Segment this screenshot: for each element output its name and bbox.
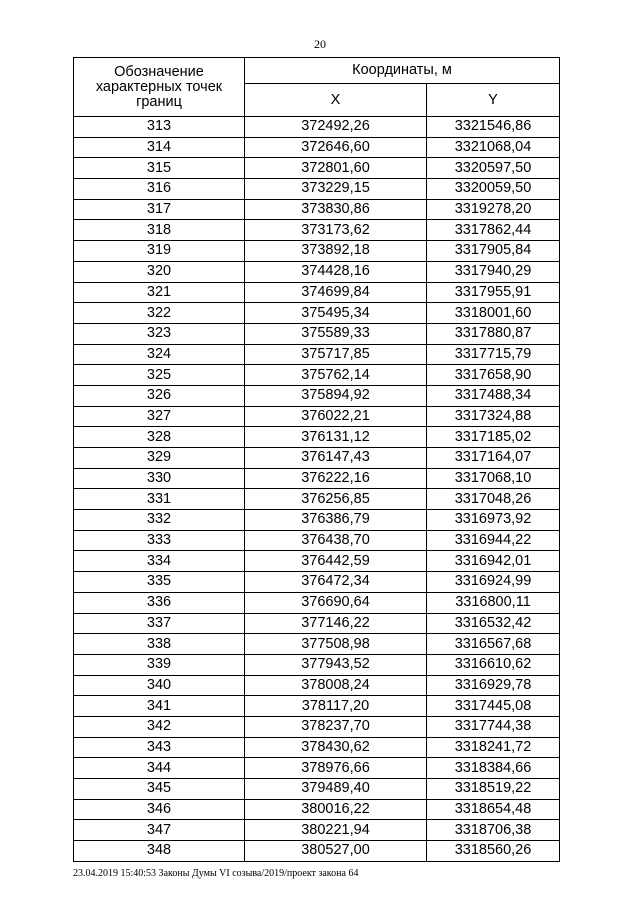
- table-row: [74, 510, 560, 531]
- table-row: [74, 365, 560, 386]
- table-row: [74, 841, 560, 862]
- y-coordinate-cell: 3317488,34: [427, 385, 560, 406]
- table-row: [74, 820, 560, 841]
- x-coordinate-cell: 378117,20: [245, 696, 427, 717]
- y-coordinate-cell: 3318519,22: [427, 779, 560, 800]
- y-coordinate-cell: 3317744,38: [427, 716, 560, 737]
- table-row: [74, 716, 560, 737]
- table-row: [74, 551, 560, 572]
- y-coordinate-cell: 3318560,26: [427, 841, 560, 862]
- y-coordinate-cell: 3316532,42: [427, 613, 560, 634]
- table-row: [74, 530, 560, 551]
- point-number-cell: 337: [74, 613, 245, 634]
- point-number-cell: 338: [74, 634, 245, 655]
- y-coordinate-cell: 3317658,90: [427, 365, 560, 386]
- point-number-cell: 313: [74, 117, 245, 138]
- y-coordinate-cell: 3318001,60: [427, 303, 560, 324]
- table-row: [74, 779, 560, 800]
- x-coordinate-cell: 376438,70: [245, 530, 427, 551]
- header-point-designation: Обозначение характерных точек границ: [74, 58, 245, 117]
- y-coordinate-cell: 3317164,07: [427, 448, 560, 469]
- point-number-cell: 331: [74, 489, 245, 510]
- x-coordinate-cell: 375589,33: [245, 323, 427, 344]
- x-coordinate-cell: 378976,66: [245, 758, 427, 779]
- y-coordinate-cell: 3316924,99: [427, 572, 560, 593]
- y-coordinate-cell: 3317940,29: [427, 261, 560, 282]
- x-coordinate-cell: 378237,70: [245, 716, 427, 737]
- y-coordinate-cell: 3317445,08: [427, 696, 560, 717]
- point-number-cell: 319: [74, 241, 245, 262]
- x-coordinate-cell: 376472,34: [245, 572, 427, 593]
- x-coordinate-cell: 380527,00: [245, 841, 427, 862]
- table-row: [74, 303, 560, 324]
- table-row: [74, 261, 560, 282]
- y-coordinate-cell: 3317715,79: [427, 344, 560, 365]
- y-coordinate-cell: 3321068,04: [427, 137, 560, 158]
- table-row: [74, 406, 560, 427]
- point-number-cell: 318: [74, 220, 245, 241]
- x-coordinate-cell: 378008,24: [245, 675, 427, 696]
- y-coordinate-cell: 3317324,88: [427, 406, 560, 427]
- x-coordinate-cell: 373229,15: [245, 179, 427, 200]
- table-row: [74, 427, 560, 448]
- y-coordinate-cell: 3317048,26: [427, 489, 560, 510]
- table-row: [74, 220, 560, 241]
- y-coordinate-cell: 3321546,86: [427, 117, 560, 138]
- x-coordinate-cell: 378430,62: [245, 737, 427, 758]
- x-coordinate-cell: 372801,60: [245, 158, 427, 179]
- x-coordinate-cell: 377508,98: [245, 634, 427, 655]
- y-coordinate-cell: 3320059,50: [427, 179, 560, 200]
- x-coordinate-cell: 376386,79: [245, 510, 427, 531]
- page-number: 20: [314, 37, 326, 51]
- point-number-cell: 317: [74, 199, 245, 220]
- point-number-cell: 344: [74, 758, 245, 779]
- table-row: [74, 737, 560, 758]
- table-row: [74, 634, 560, 655]
- x-coordinate-cell: 374428,16: [245, 261, 427, 282]
- x-coordinate-cell: 376147,43: [245, 448, 427, 469]
- point-number-cell: 343: [74, 737, 245, 758]
- y-coordinate-cell: 3316567,68: [427, 634, 560, 655]
- table-row: [74, 241, 560, 262]
- y-coordinate-cell: 3318384,66: [427, 758, 560, 779]
- y-coordinate-cell: 3316973,92: [427, 510, 560, 531]
- header-x: X: [245, 84, 427, 117]
- point-number-cell: 339: [74, 654, 245, 675]
- table-row: [74, 385, 560, 406]
- y-coordinate-cell: 3317862,44: [427, 220, 560, 241]
- x-coordinate-cell: 375762,14: [245, 365, 427, 386]
- x-coordinate-cell: 373892,18: [245, 241, 427, 262]
- point-number-cell: 322: [74, 303, 245, 324]
- header-coordinates: Координаты, м: [245, 58, 560, 84]
- x-coordinate-cell: 372492,26: [245, 117, 427, 138]
- y-coordinate-cell: 3318654,48: [427, 799, 560, 820]
- table-row: [74, 592, 560, 613]
- point-number-cell: 340: [74, 675, 245, 696]
- table-row: [74, 799, 560, 820]
- x-coordinate-cell: 376690,64: [245, 592, 427, 613]
- x-coordinate-cell: 375894,92: [245, 385, 427, 406]
- table-row: [74, 572, 560, 593]
- y-coordinate-cell: 3318706,38: [427, 820, 560, 841]
- x-coordinate-cell: 379489,40: [245, 779, 427, 800]
- y-coordinate-cell: 3320597,50: [427, 158, 560, 179]
- x-coordinate-cell: 372646,60: [245, 137, 427, 158]
- point-number-cell: 324: [74, 344, 245, 365]
- point-number-cell: 328: [74, 427, 245, 448]
- point-number-cell: 323: [74, 323, 245, 344]
- point-number-cell: 326: [74, 385, 245, 406]
- y-coordinate-cell: 3318241,72: [427, 737, 560, 758]
- point-number-cell: 348: [74, 841, 245, 862]
- y-coordinate-cell: 3317880,87: [427, 323, 560, 344]
- table-row: [74, 323, 560, 344]
- table-row: [74, 158, 560, 179]
- point-number-cell: 334: [74, 551, 245, 572]
- table-row: [74, 179, 560, 200]
- x-coordinate-cell: 373173,62: [245, 220, 427, 241]
- header-y: Y: [427, 84, 560, 117]
- point-number-cell: 330: [74, 468, 245, 489]
- point-number-cell: 314: [74, 137, 245, 158]
- table-row: [74, 448, 560, 469]
- point-number-cell: 316: [74, 179, 245, 200]
- point-number-cell: 347: [74, 820, 245, 841]
- point-number-cell: 315: [74, 158, 245, 179]
- y-coordinate-cell: 3316929,78: [427, 675, 560, 696]
- coordinates-table: [73, 57, 560, 862]
- table-row: [74, 117, 560, 138]
- x-coordinate-cell: 376442,59: [245, 551, 427, 572]
- table-row: [74, 468, 560, 489]
- point-number-cell: 341: [74, 696, 245, 717]
- y-coordinate-cell: 3317185,02: [427, 427, 560, 448]
- x-coordinate-cell: 376131,12: [245, 427, 427, 448]
- x-coordinate-cell: 376022,21: [245, 406, 427, 427]
- table-row: [74, 675, 560, 696]
- x-coordinate-cell: 380221,94: [245, 820, 427, 841]
- x-coordinate-cell: 380016,22: [245, 799, 427, 820]
- y-coordinate-cell: 3319278,20: [427, 199, 560, 220]
- y-coordinate-cell: 3317955,91: [427, 282, 560, 303]
- point-number-cell: 345: [74, 779, 245, 800]
- table-row: [74, 344, 560, 365]
- table-row: [74, 137, 560, 158]
- point-number-cell: 327: [74, 406, 245, 427]
- y-coordinate-cell: 3317905,84: [427, 241, 560, 262]
- table-row: [74, 654, 560, 675]
- point-number-cell: 346: [74, 799, 245, 820]
- point-number-cell: 342: [74, 716, 245, 737]
- x-coordinate-cell: 376256,85: [245, 489, 427, 510]
- y-coordinate-cell: 3316800,11: [427, 592, 560, 613]
- x-coordinate-cell: 373830,86: [245, 199, 427, 220]
- y-coordinate-cell: 3316944,22: [427, 530, 560, 551]
- x-coordinate-cell: 377943,52: [245, 654, 427, 675]
- x-coordinate-cell: 376222,16: [245, 468, 427, 489]
- table-body: [74, 117, 560, 862]
- point-number-cell: 336: [74, 592, 245, 613]
- point-number-cell: 325: [74, 365, 245, 386]
- table-row: [74, 282, 560, 303]
- y-coordinate-cell: 3317068,10: [427, 468, 560, 489]
- x-coordinate-cell: 375717,85: [245, 344, 427, 365]
- x-coordinate-cell: 375495,34: [245, 303, 427, 324]
- point-number-cell: 320: [74, 261, 245, 282]
- point-number-cell: 335: [74, 572, 245, 593]
- point-number-cell: 321: [74, 282, 245, 303]
- table-row: [74, 696, 560, 717]
- y-coordinate-cell: 3316942,01: [427, 551, 560, 572]
- y-coordinate-cell: 3316610,62: [427, 654, 560, 675]
- x-coordinate-cell: 374699,84: [245, 282, 427, 303]
- table-row: [74, 613, 560, 634]
- footer-note: 23.04.2019 15:40:53 Законы Думы VI созыва/2019/проект закона 64: [73, 868, 359, 879]
- table-row: [74, 758, 560, 779]
- point-number-cell: 333: [74, 530, 245, 551]
- table-row: [74, 489, 560, 510]
- x-coordinate-cell: 377146,22: [245, 613, 427, 634]
- point-number-cell: 332: [74, 510, 245, 531]
- table-row: [74, 199, 560, 220]
- point-number-cell: 329: [74, 448, 245, 469]
